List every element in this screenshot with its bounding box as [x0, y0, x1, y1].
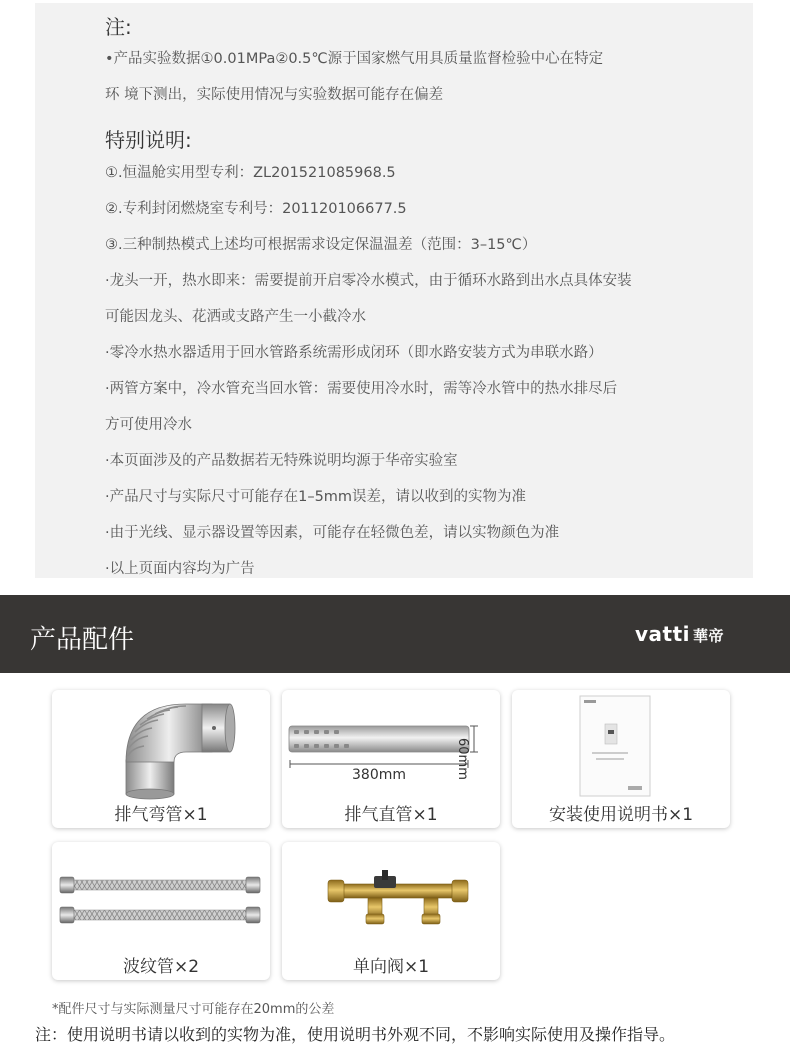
special-line: ·零冷水热水器适用于回水管路系统需形成闭环（即水路安装方式为串联水路） — [105, 345, 603, 361]
special-line: ·本页面涉及的产品数据若无特殊说明均源于华帝实验室 — [105, 453, 458, 469]
check-valve-icon — [282, 842, 500, 952]
special-line: ①.恒温舱实用型专利：ZL201521085968.5 — [105, 165, 396, 181]
special-line: ·以上页面内容均为广告 — [105, 561, 255, 577]
special-line: ③.三种制热模式上述均可根据需求设定保温温差（范围：3–15℃） — [105, 237, 537, 253]
accessory-label: 排气直管×1 — [344, 805, 438, 825]
special-line: ·龙头一开，热水即来：需要提前开启零冷水模式，由于循环水路到出水点具体安装 — [105, 273, 632, 289]
special-line: 方可使用冷水 — [105, 417, 192, 433]
elbow-pipe-icon — [52, 690, 270, 800]
accessory-card-straight-pipe — [282, 690, 500, 828]
pipe-length-label: 380mm — [352, 767, 406, 783]
special-line: 可能因龙头、花洒或支路产生一小截冷水 — [105, 309, 366, 325]
accessory-card-manual — [512, 690, 730, 828]
special-title: 特别说明: — [105, 128, 192, 152]
pipe-diameter-label: 60mm — [455, 738, 470, 780]
special-line: ②.专利封闭燃烧室专利号：201120106677.5 — [105, 201, 407, 217]
banner-title: 产品配件 — [30, 625, 135, 655]
special-line: ·由于光线、显示器设置等因素，可能存在轻微色差，请以实物颜色为准 — [105, 525, 560, 541]
accessory-label: 安装使用说明书×1 — [548, 805, 694, 825]
corrugated-hose-icon — [52, 842, 270, 952]
notes-title: 注: — [105, 15, 132, 39]
special-line: ·产品尺寸与实际尺寸可能存在1–5mm误差，请以收到的实物为准 — [105, 489, 527, 505]
tolerance-footnote: *配件尺寸与实际测量尺寸可能存在20mm的公差 — [52, 1002, 335, 1017]
accessories-banner — [0, 595, 790, 673]
notes-panel — [35, 3, 753, 578]
manual-icon — [512, 690, 730, 800]
logo-cn: 華帝 — [692, 627, 724, 645]
accessory-card-check-valve — [282, 842, 500, 980]
accessory-label: 排气弯管×1 — [114, 805, 208, 825]
vatti-logo — [635, 622, 724, 646]
accessory-label: 波纹管×2 — [122, 957, 200, 977]
special-line: ·两管方案中，冷水管充当回水管：需要使用冷水时，需等冷水管中的热水排尽后 — [105, 381, 618, 397]
logo-latin: vatti — [634, 622, 690, 646]
accessory-card-elbow-pipe — [52, 690, 270, 828]
note-line: •产品实验数据①0.01MPa②0.5℃源于国家燃气用具质量监督检验中心在特定 — [105, 51, 604, 67]
accessory-label: 单向阀×1 — [352, 957, 430, 977]
accessory-card-corrugated-hose — [52, 842, 270, 980]
note-line: 环 境下测出，实际使用情况与实验数据可能存在偏差 — [105, 87, 444, 103]
manual-footnote: 注：使用说明书请以收到的实物为准，使用说明书外观不同，不影响实际使用及操作指导。 — [35, 1025, 676, 1044]
